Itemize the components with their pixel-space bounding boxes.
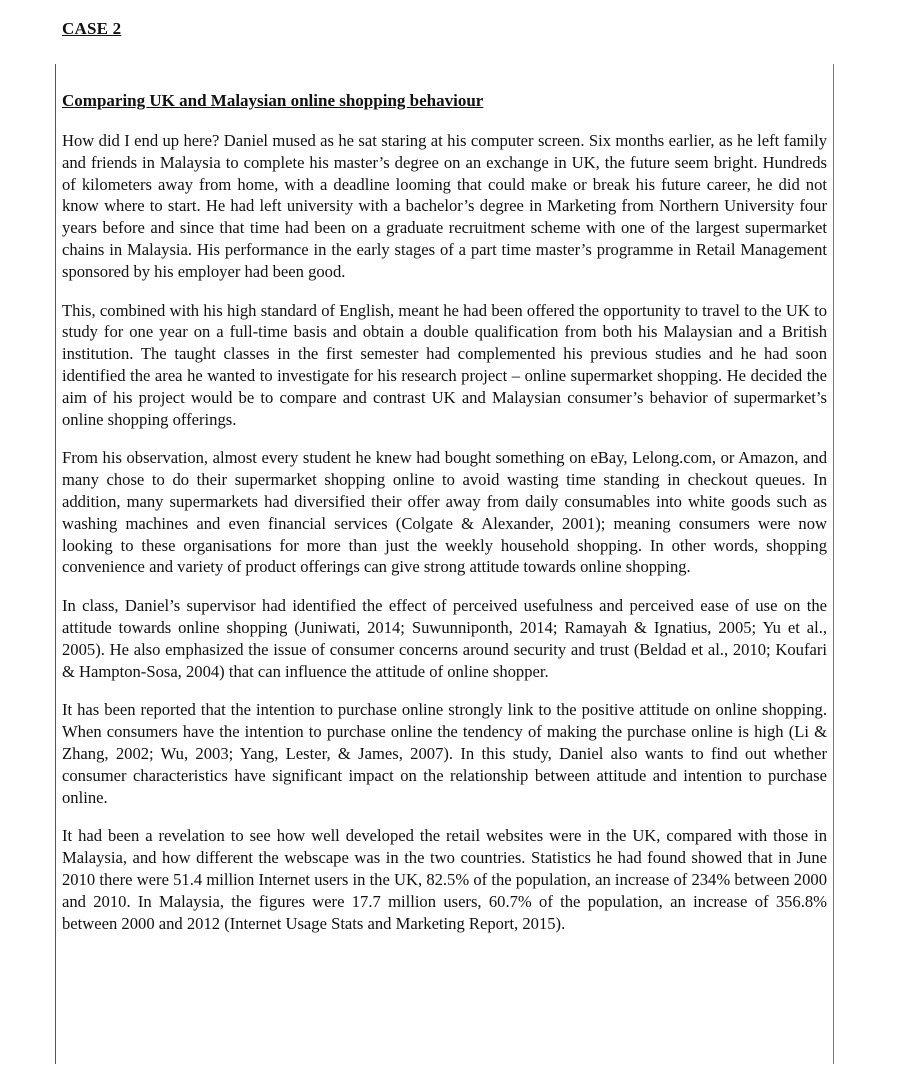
document-title: Comparing UK and Malaysian online shopping behaviour [62,91,484,110]
paragraph-4: In class, Daniel’s supervisor had identified the effect of perceived usefulness and perceived ease of use on the attitude towards online shopping (Juniwati, 2014; Suwunniponth, 2014; Ramayah & Ignatius, 2005; Yu et al., 2005). He also emphasized the issue of consumer concerns around security and trust (Beldad et al., 2010; Koufari & Hampton-Sosa, 2004) that can influence the attitude of online shopper. [62,596,827,681]
left-margin-rule [55,64,56,1064]
document-body [62,90,827,951]
paragraph-5: It has been reported that the intention to purchase online strongly link to the positive attitude on online shopping. When consumers have the intention to purchase online the tendency of making the purchase online is high (Li & Zhang, 2002; Wu, 2003; Yang, Lester, & James, 2007). In this study, Daniel also wants to find out whether consumer characteristics have significant impact on the relationship between attitude and intention to purchase online. [62,700,827,807]
case-label: CASE 2 [62,19,122,38]
paragraph-2: This, combined with his high standard of English, meant he had been offered the opportunity to travel to the UK to study for one year on a full-time basis and obtain a double qualification from both his Malaysian and a British institution. The taught classes in the first semester had complemented his previous studies and he had soon identified the area he wanted to investigate for his research project – online supermarket shopping. He decided the aim of his project would be to compare and contrast UK and Malaysian consumer’s behavior of supermarket’s online shopping offerings. [62,300,827,429]
paragraph-1: How did I end up here? Daniel mused as he sat staring at his computer screen. Six months earlier, as he left family and friends in Malaysia to complete his master’s degree on an exchange in UK, the future seem bright. Hundreds of kilometers away from home, with a deadline looming that could make or break his future career, he did not know where to start. He had left university with a bachelor’s degree in Marketing from Northern University four years before and since that time had been on a graduate recruitment scheme with one of the largest supermarket chains in Malaysia. His performance in the early stages of a part time master’s programme in Retail Management sponsored by his employer had been good. [62,131,827,281]
paragraph-3: From his observation, almost every student he knew had bought something on eBay, Lelong.com, or Amazon, and many chose to do their supermarket shopping online to avoid wasting time standing in checkout queues. In addition, many supermarkets had diversified their offer away from daily consumables into white goods such as washing machines and even financial services (Colgate & Alexander, 2001); meaning consumers were now looking to these organisations for more than just the weekly household shopping. In other words, shopping convenience and variety of product offerings can give strong attitude towards online shopping. [62,448,827,577]
right-margin-rule [833,64,834,1064]
paragraph-6: It had been a revelation to see how well developed the retail websites were in the UK, compared with those in Malaysia, and how different the webscape was in the two countries. Statistics he had found showed that in June 2010 there were 51.4 million Internet users in the UK, 82.5% of the population, an increase of 234% between 2000 and 2010. In Malaysia, the figures were 17.7 million users, 60.7% of the population, an increase of 356.8% between 2000 and 2012 (Internet Usage Stats and Marketing Report, 2015). [62,826,827,933]
